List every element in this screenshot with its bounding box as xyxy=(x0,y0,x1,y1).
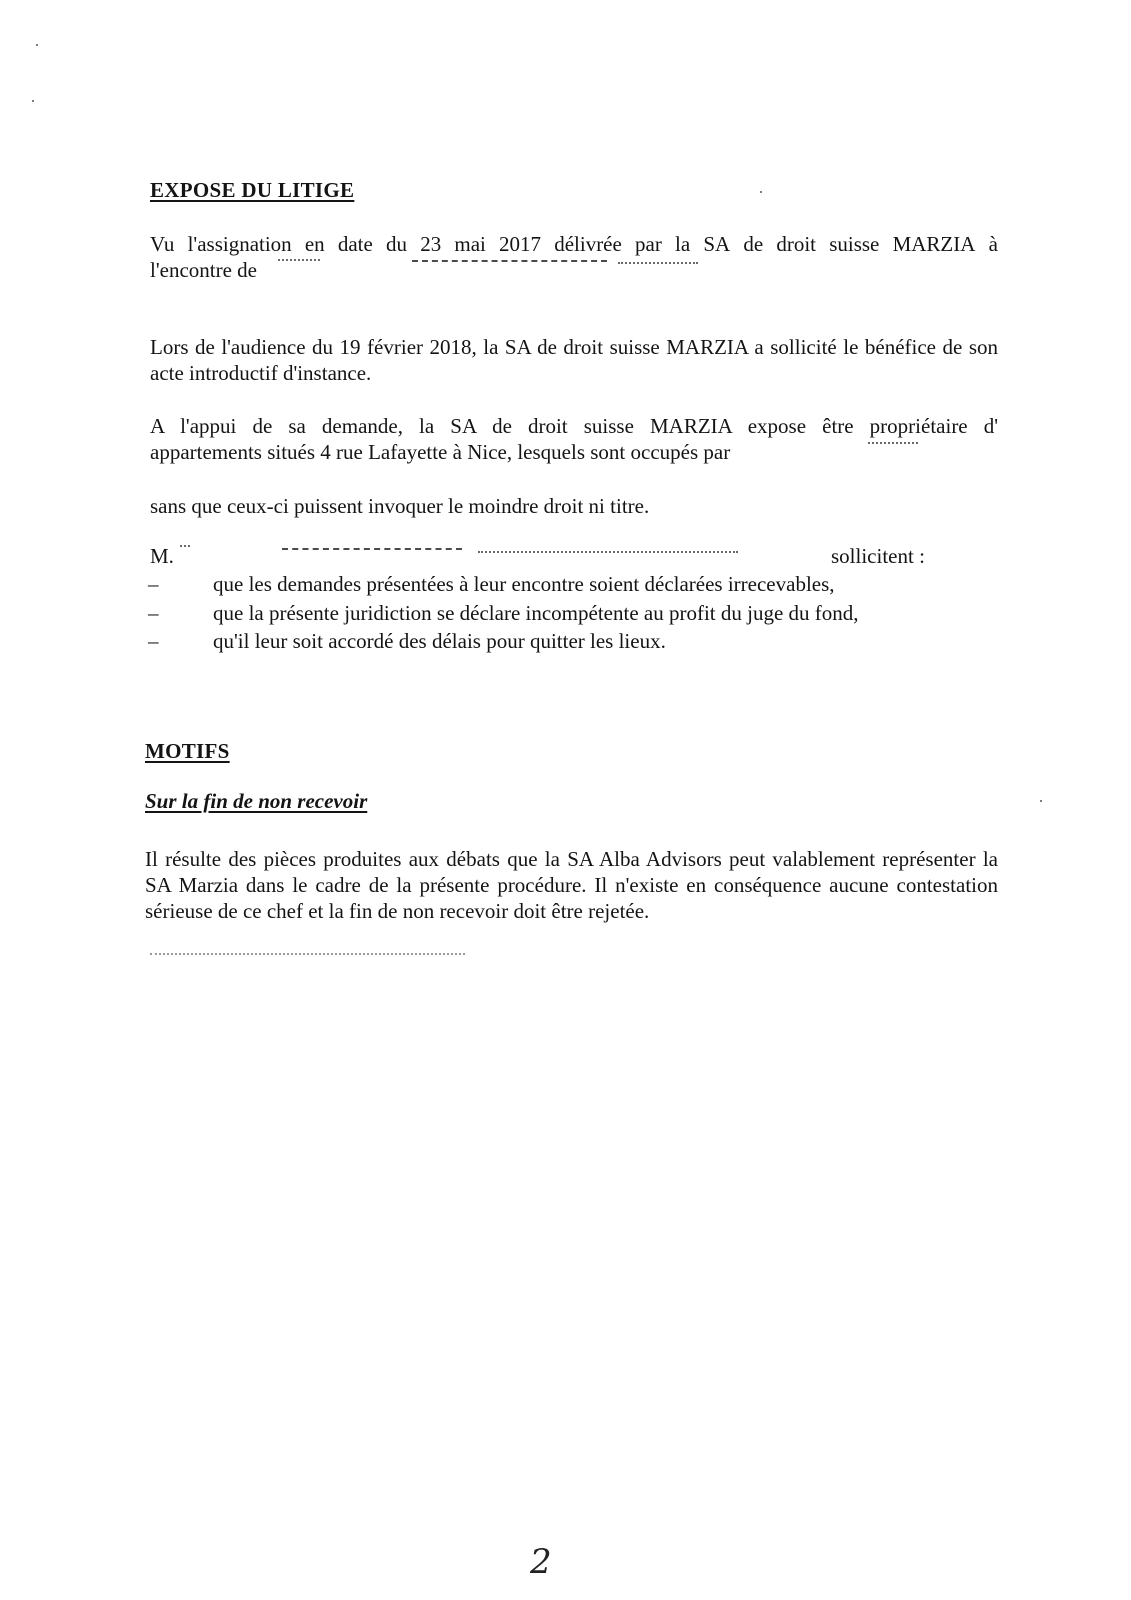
paragraph-sans-titre: sans que ceux-ci puissent invoquer le moindre droit ni titre. xyxy=(150,494,650,518)
subsection-heading-fin-de-non-recevoir: Sur la fin de non recevoir xyxy=(145,789,368,813)
list-dash: – xyxy=(148,601,159,625)
word: l'assignation xyxy=(187,232,292,256)
word: par xyxy=(635,232,662,256)
word: mai xyxy=(454,232,486,256)
scan-speck xyxy=(32,100,34,102)
word: Vu xyxy=(150,232,175,256)
redaction-mark xyxy=(478,551,738,553)
list-item: que les demandes présentées à leur encontre soient déclarées irrecevables, xyxy=(213,572,835,596)
redaction-mark xyxy=(868,442,918,444)
scan-speck xyxy=(36,44,38,46)
section-heading-motifs: MOTIFS xyxy=(145,739,230,763)
redaction-mark xyxy=(412,260,607,262)
paragraph-assignation-line2: l'encontre de xyxy=(150,258,257,282)
list-item: qu'il leur soit accordé des délais pour quitter les lieux. xyxy=(213,629,666,653)
faint-line-mark xyxy=(150,953,465,955)
word: 2017 xyxy=(499,232,542,256)
scan-speck xyxy=(760,191,762,193)
paragraph-audience: Lors de l'audience du 19 février 2018, la SA de droit suisse MARZIA a sollicité le bénéfice de son acte introductif d'instance. xyxy=(150,335,998,385)
section-heading-expose-du-litige: EXPOSE DU LITIGE xyxy=(150,178,355,202)
word: en xyxy=(304,232,325,256)
page-number: 2 xyxy=(530,1542,552,1582)
paragraph-defendeurs-prefix: M. xyxy=(150,544,174,568)
word: de xyxy=(743,232,764,256)
word: la xyxy=(675,232,691,256)
word: du xyxy=(386,232,408,256)
list-dash: – xyxy=(148,572,159,596)
paragraph-appui-line2: appartements situés 4 rue Lafayette à Nice, lesquels sont occupés par xyxy=(150,440,731,464)
redaction-mark xyxy=(282,548,462,550)
word: délivrée xyxy=(554,232,622,256)
paragraph-motifs: Il résulte des pièces produites aux débats que la SA Alba Advisors peut valablement représenter la SA Marzia dans le cadre de la présente procédure. Il n'existe en conséquence aucune contestation sérieuse de ce chef et la fin de non recevoir doit être rejetée. xyxy=(145,847,998,923)
word: suisse xyxy=(829,232,880,256)
list-dash: – xyxy=(148,629,159,653)
word: date xyxy=(337,232,373,256)
redaction-mark xyxy=(180,545,190,547)
list-item: que la présente juridiction se déclare incompétente au profit du juge du fond, xyxy=(213,601,859,625)
redaction-mark xyxy=(618,262,698,264)
paragraph-appui-line1: A l'appui de sa demande, la SA de droit suisse MARZIA expose être propriétaire d' xyxy=(150,414,998,438)
word: SA xyxy=(703,232,731,256)
redaction-mark xyxy=(278,259,320,261)
word: MARZIA xyxy=(892,232,976,256)
paragraph-defendeurs-suffix: sollicitent : xyxy=(831,544,925,568)
word: droit xyxy=(776,232,817,256)
paragraph-assignation-line1 xyxy=(150,231,998,257)
scan-speck xyxy=(1040,800,1042,802)
word: 23 xyxy=(420,232,442,256)
word: à xyxy=(988,232,998,256)
